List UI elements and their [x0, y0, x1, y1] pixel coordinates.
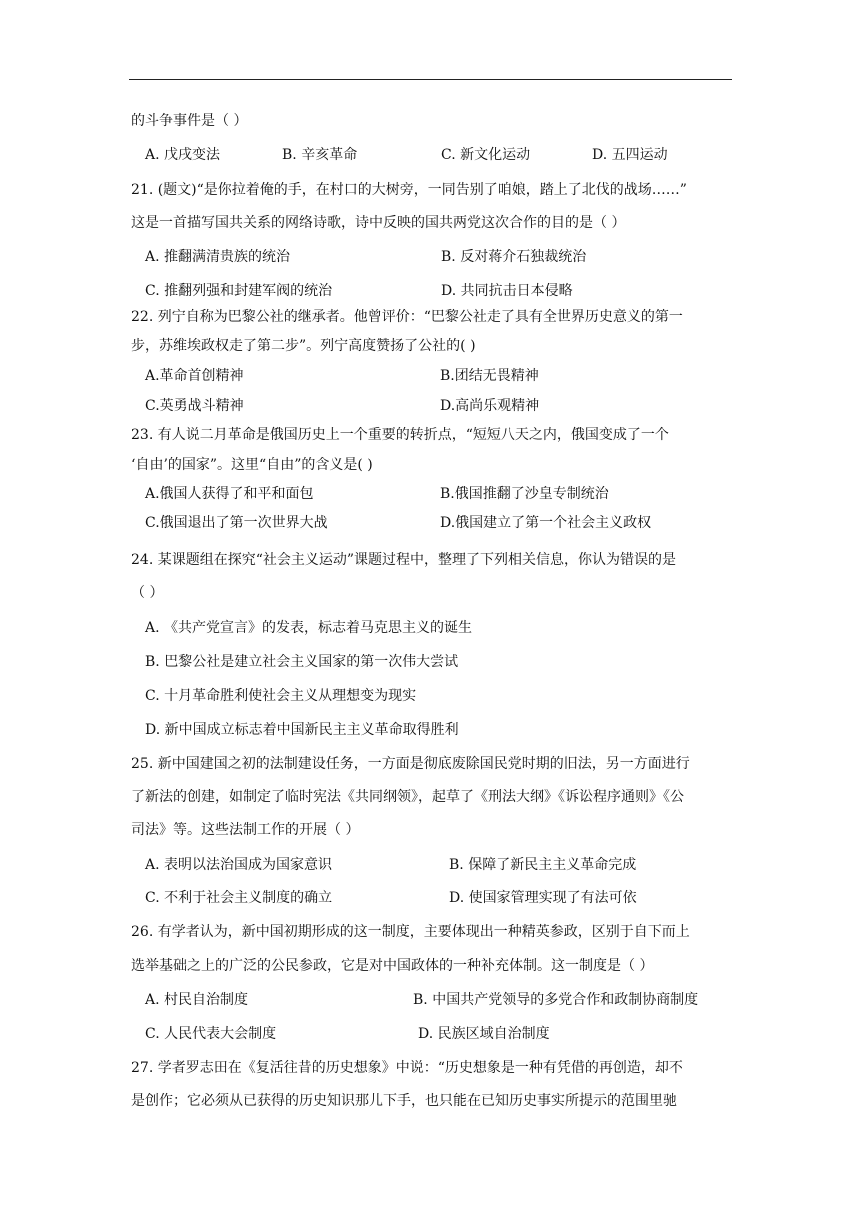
q25-option-b[interactable]: B. 保障了新民主主义革命完成 [449, 857, 637, 873]
q22-option-c[interactable]: C.英勇战斗精神 [145, 398, 244, 414]
q24-option-c[interactable]: C. 十月革命胜利使社会主义从理想变为现实 [145, 688, 417, 704]
q26-option-a[interactable]: A. 村民自治制度 [145, 992, 249, 1008]
q26-option-d[interactable]: D. 民族区域自治制度 [418, 1026, 550, 1042]
header-rule [129, 79, 732, 80]
q22-option-b[interactable]: B.团结无畏精神 [440, 368, 539, 384]
q22-option-d[interactable]: D.高尚乐观精神 [440, 398, 540, 414]
q23-stem-line1: 23. 有人说二月革命是俄国历史上一个重要的转折点，“短短八天之内，俄国变成了一个 [131, 427, 669, 443]
q26-stem-line2: 选举基础之上的广泛的公民参政，它是对中国政体的一种补充体制。这一制度是（ ） [131, 958, 654, 974]
q26-stem-line1: 26. 有学者认为，新中国初期形成的这一制度，主要体现出一种精英参政，区别于自下而上 [131, 924, 690, 940]
q21-option-a[interactable]: A. 推翻满清贵族的统治 [145, 249, 291, 265]
q25-stem-line2: 了新法的创建，如制定了临时宪法《共同纲领》，起草了《刑法大纲》《诉讼程序通则》《公 [131, 789, 684, 805]
q25-option-a[interactable]: A. 表明以法治国成为国家意识 [145, 857, 333, 873]
q21-option-b[interactable]: B. 反对蒋介石独裁统治 [441, 249, 587, 265]
q24-stem-line1: 24. 某课题组在探究“社会主义运动”课题过程中，整理了下列相关信息，你认为错误的是 [131, 552, 677, 568]
q21-option-c[interactable]: C. 推翻列强和封建军阀的统治 [145, 283, 333, 299]
q23-option-d[interactable]: D.俄国建立了第一个社会主义政权 [440, 515, 652, 531]
q23-option-b[interactable]: B.俄国推翻了沙皇专制统治 [440, 486, 609, 502]
q20-option-c[interactable]: C. 新文化运动 [441, 147, 531, 163]
q26-option-c[interactable]: C. 人民代表大会制度 [145, 1026, 277, 1042]
q24-option-d[interactable]: D. 新中国成立标志着中国新民主主义革命取得胜利 [145, 722, 459, 738]
q20-option-d[interactable]: D. 五四运动 [592, 147, 668, 163]
q20-option-a[interactable]: A. 戊戌变法 [145, 147, 221, 163]
q24-option-b[interactable]: B. 巴黎公社是建立社会主义国家的第一次伟大尝试 [145, 654, 459, 670]
q25-stem-line3: 司法》等。这些法制工作的开展（ ） [131, 822, 360, 838]
q22-stem-line2: 步，苏维埃政权走了第二步”。列宁高度赞扬了公社的( ) [131, 338, 476, 354]
q22-option-a[interactable]: A.革命首创精神 [145, 368, 244, 384]
q27-stem-line2: 是创作；它必须从已获得的历史知识那儿下手，也只能在已知历史事实所提示的范围里驰 [131, 1093, 677, 1109]
q26-option-b[interactable]: B. 中国共产党领导的多党合作和政制协商制度 [413, 992, 699, 1008]
q22-stem-line1: 22. 列宁自称为巴黎公社的继承者。他曾评价：“巴黎公社走了具有全世界历史意义的第一 [131, 309, 683, 325]
q23-stem-line2: ‘自由’的国家”。这里“自由”的含义是( ) [131, 457, 373, 473]
q21-stem-line2: 这是一首描写国共关系的网络诗歌，诗中反映的国共两党这次合作的目的是（ ） [131, 215, 626, 231]
q27-stem-line1: 27. 学者罗志田在《复活往昔的历史想象》中说：“历史想象是一种有凭借的再创造，却不 [131, 1060, 683, 1076]
q21-option-d[interactable]: D. 共同抗击日本侵略 [441, 283, 573, 299]
q23-option-c[interactable]: C.俄国退出了第一次世界大战 [145, 515, 328, 531]
q25-option-d[interactable]: D. 使国家管理实现了有法可依 [449, 890, 637, 906]
q20-option-b[interactable]: B. 辛亥革命 [282, 147, 358, 163]
q21-stem-line1: 21. (题文)“是你拉着俺的手，在村口的大树旁，一同告别了咱娘，踏上了北伐的战场……” [131, 182, 687, 198]
q25-stem-line1: 25. 新中国建国之初的法制建设任务，一方面是彻底废除国民党时期的旧法，另一方面进行 [131, 756, 690, 772]
q25-option-c[interactable]: C. 不利于社会主义制度的确立 [145, 890, 333, 906]
q23-option-a[interactable]: A.俄国人获得了和平和面包 [145, 486, 314, 502]
q20-stem: 的斗争事件是（ ） [131, 113, 248, 129]
q24-option-a[interactable]: A. 《共产党宣言》的发表，标志着马克思主义的诞生 [145, 620, 473, 636]
q24-stem-line2: （ ） [131, 585, 164, 601]
